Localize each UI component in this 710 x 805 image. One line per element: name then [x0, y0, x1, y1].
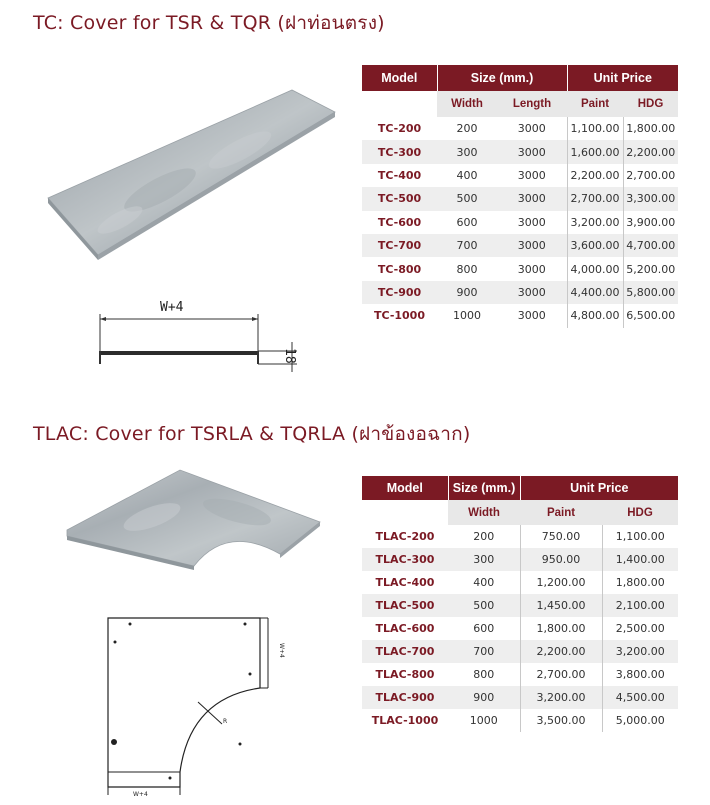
tlac-header-unit-price: Unit Price — [520, 476, 678, 500]
tlac-cell-paint: 950.00 — [520, 548, 602, 571]
tlac-table-row — [362, 709, 678, 732]
tc-cell-width: 700 — [437, 234, 497, 257]
tlac-cell-model: TLAC-1000 — [362, 709, 448, 732]
tc-cell-length: 3000 — [497, 234, 567, 257]
tlac-table-row — [362, 686, 678, 709]
tlac-cell-model: TLAC-200 — [362, 525, 448, 548]
tc-cell-width: 600 — [437, 211, 497, 234]
tc-cell-hdg: 2,200.00 — [623, 140, 678, 163]
tc-table-row — [362, 234, 678, 257]
tc-cell-width: 300 — [437, 140, 497, 163]
tlac-cell-hdg: 2,500.00 — [602, 617, 678, 640]
tlac-cell-paint: 3,200.00 — [520, 686, 602, 709]
tc-cell-width: 900 — [437, 281, 497, 304]
tlac-cell-hdg: 4,500.00 — [602, 686, 678, 709]
tlac-cell-model: TLAC-600 — [362, 617, 448, 640]
tc-cell-width: 200 — [437, 117, 497, 140]
tlac-header-model: Model — [362, 476, 448, 500]
tlac-cell-paint: 3,500.00 — [520, 709, 602, 732]
tc-cell-paint: 1,600.00 — [567, 140, 623, 163]
tlac-subheader-blank — [362, 500, 448, 525]
tc-cell-paint: 1,100.00 — [567, 117, 623, 140]
tlac-table-row — [362, 525, 678, 548]
tlac-header-row — [362, 476, 678, 500]
tc-cell-model: TC-300 — [362, 140, 437, 163]
tc-cell-length: 3000 — [497, 140, 567, 163]
tlac-bottom-dimension-label: W+4 — [133, 791, 148, 798]
tlac-cell-paint: 2,700.00 — [520, 663, 602, 686]
tlac-table-row — [362, 594, 678, 617]
tc-cell-length: 3000 — [497, 281, 567, 304]
tc-subheader-paint: Paint — [567, 91, 623, 117]
tc-cell-model: TC-900 — [362, 281, 437, 304]
tc-cell-model: TC-500 — [362, 187, 437, 210]
tc-cell-paint: 3,200.00 — [567, 211, 623, 234]
tc-cell-width: 500 — [437, 187, 497, 210]
tlac-cell-width: 500 — [448, 594, 520, 617]
tc-table-row — [362, 211, 678, 234]
tlac-cell-width: 700 — [448, 640, 520, 663]
tc-table-row — [362, 257, 678, 280]
tlac-header-size: Size (mm.) — [448, 476, 520, 500]
tlac-cell-width: 1000 — [448, 709, 520, 732]
tc-cell-length: 3000 — [497, 187, 567, 210]
tc-cell-hdg: 1,800.00 — [623, 117, 678, 140]
tc-cell-hdg: 5,800.00 — [623, 281, 678, 304]
tc-height-dimension-label: 18 — [282, 348, 297, 364]
tlac-subheader-row — [362, 500, 678, 525]
tc-header-model: Model — [362, 65, 437, 91]
tc-cell-hdg: 5,200.00 — [623, 257, 678, 280]
tlac-cell-model: TLAC-400 — [362, 571, 448, 594]
tlac-cell-paint: 1,450.00 — [520, 594, 602, 617]
tlac-cell-paint: 750.00 — [520, 525, 602, 548]
tlac-cell-width: 800 — [448, 663, 520, 686]
tc-cover-illustration — [40, 80, 345, 265]
tc-table-row — [362, 117, 678, 140]
tc-cell-paint: 4,400.00 — [567, 281, 623, 304]
tc-cell-hdg: 2,700.00 — [623, 164, 678, 187]
tlac-table-row — [362, 548, 678, 571]
tc-subheader-blank — [362, 91, 437, 117]
tc-subheader-length: Length — [497, 91, 567, 117]
tc-cell-paint: 3,600.00 — [567, 234, 623, 257]
tlac-plan-drawing — [100, 612, 300, 802]
tc-cell-model: TC-400 — [362, 164, 437, 187]
tlac-cell-hdg: 3,800.00 — [602, 663, 678, 686]
tc-price-table — [362, 65, 678, 328]
tc-cell-length: 3000 — [497, 117, 567, 140]
tlac-cell-width: 900 — [448, 686, 520, 709]
tc-cell-paint: 4,800.00 — [567, 304, 623, 327]
tc-table-row — [362, 164, 678, 187]
tc-section-title: TC: Cover for TSR & TQR (ฝาท่อนตรง) — [33, 12, 385, 34]
tlac-cell-hdg: 5,000.00 — [602, 709, 678, 732]
tlac-price-table — [362, 476, 678, 732]
tlac-section-title: TLAC: Cover for TSRLA & TQRLA (ฝาข้องอฉาก) — [33, 423, 471, 445]
tlac-cell-paint: 2,200.00 — [520, 640, 602, 663]
tlac-cell-model: TLAC-300 — [362, 548, 448, 571]
tc-cell-paint: 2,700.00 — [567, 187, 623, 210]
tlac-cell-width: 300 — [448, 548, 520, 571]
tc-cell-length: 3000 — [497, 211, 567, 234]
tlac-cell-hdg: 1,100.00 — [602, 525, 678, 548]
tc-cell-hdg: 6,500.00 — [623, 304, 678, 327]
tlac-cell-paint: 1,200.00 — [520, 571, 602, 594]
tlac-cell-paint: 1,800.00 — [520, 617, 602, 640]
tlac-cell-width: 400 — [448, 571, 520, 594]
tlac-side-dimension-label: W+4 — [278, 643, 285, 658]
tlac-subheader-width: Width — [448, 500, 520, 525]
tc-width-dimension-label: W+4 — [160, 300, 184, 315]
tlac-cell-hdg: 3,200.00 — [602, 640, 678, 663]
tlac-cell-hdg: 1,800.00 — [602, 571, 678, 594]
tc-table-row — [362, 304, 678, 327]
tc-cell-length: 3000 — [497, 257, 567, 280]
tlac-cell-model: TLAC-900 — [362, 686, 448, 709]
tc-table-row — [362, 187, 678, 210]
tc-table-row — [362, 281, 678, 304]
tlac-cell-width: 600 — [448, 617, 520, 640]
tc-cell-paint: 4,000.00 — [567, 257, 623, 280]
tc-subheader-row — [362, 91, 678, 117]
tlac-cell-hdg: 1,400.00 — [602, 548, 678, 571]
tc-header-size: Size (mm.) — [437, 65, 567, 91]
tlac-cell-model: TLAC-800 — [362, 663, 448, 686]
tlac-table-row — [362, 617, 678, 640]
tc-cell-length: 3000 — [497, 164, 567, 187]
tlac-table-row — [362, 663, 678, 686]
tlac-cover-illustration — [62, 462, 322, 572]
tc-cell-model: TC-200 — [362, 117, 437, 140]
tc-cell-hdg: 4,700.00 — [623, 234, 678, 257]
tc-cell-paint: 2,200.00 — [567, 164, 623, 187]
tc-header-row — [362, 65, 678, 91]
tlac-cell-model: TLAC-500 — [362, 594, 448, 617]
tlac-cell-hdg: 2,100.00 — [602, 594, 678, 617]
tlac-cell-model: TLAC-700 — [362, 640, 448, 663]
tc-table-row — [362, 140, 678, 163]
tc-cell-model: TC-600 — [362, 211, 437, 234]
tc-cell-model: TC-700 — [362, 234, 437, 257]
tc-cell-width: 1000 — [437, 304, 497, 327]
tlac-cell-width: 200 — [448, 525, 520, 548]
tlac-subheader-hdg: HDG — [602, 500, 678, 525]
tc-cross-section-drawing — [92, 298, 322, 378]
tc-cell-model: TC-1000 — [362, 304, 437, 327]
tc-cell-width: 400 — [437, 164, 497, 187]
tlac-subheader-paint: Paint — [520, 500, 602, 525]
tc-cell-hdg: 3,300.00 — [623, 187, 678, 210]
tc-cell-model: TC-800 — [362, 257, 437, 280]
tc-cell-width: 800 — [437, 257, 497, 280]
tlac-radius-label: R — [223, 718, 228, 725]
tc-subheader-hdg: HDG — [623, 91, 678, 117]
tc-header-unit-price: Unit Price — [567, 65, 678, 91]
tlac-table-row — [362, 640, 678, 663]
tc-cell-length: 3000 — [497, 304, 567, 327]
tc-cell-hdg: 3,900.00 — [623, 211, 678, 234]
tlac-table-row — [362, 571, 678, 594]
tc-subheader-width: Width — [437, 91, 497, 117]
